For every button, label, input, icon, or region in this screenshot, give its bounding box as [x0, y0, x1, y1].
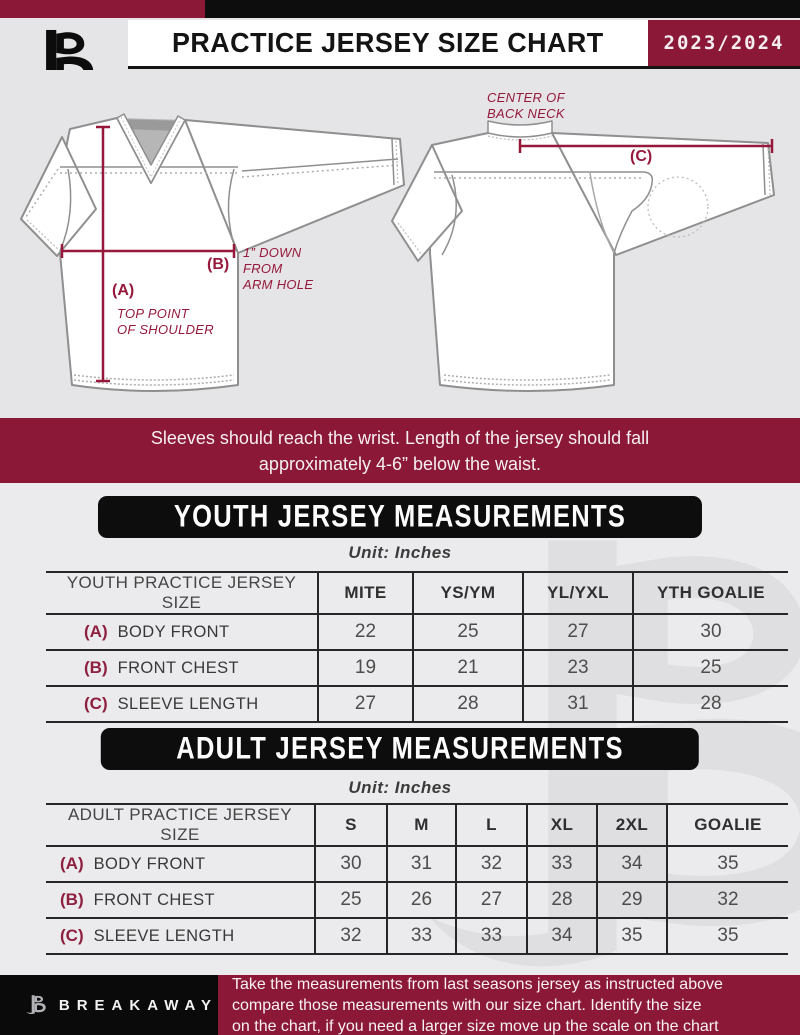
armhole-caption: 1” DOWN FROM ARM HOLE [243, 245, 314, 292]
cell: 27 [523, 614, 633, 650]
cell: 22 [318, 614, 413, 650]
footer-instructions [218, 975, 800, 1035]
size-col-l: L [456, 804, 527, 846]
fit-notice-banner [0, 418, 800, 483]
size-col-s: S [315, 804, 387, 846]
cell: 29 [597, 882, 667, 918]
cell: 21 [413, 650, 523, 686]
cell: 31 [387, 846, 456, 882]
footer-brand-block [0, 975, 218, 1035]
adult-unit-label: Unit: Inches [348, 778, 452, 797]
size-col-m: M [387, 804, 456, 846]
label-c: (C) [630, 148, 653, 165]
cell: 34 [527, 918, 597, 954]
row-tag: (A) [84, 622, 108, 641]
size-col-2xl: 2XL [597, 804, 667, 846]
back-jersey-diagram [392, 103, 800, 403]
cell: 33 [527, 846, 597, 882]
cell: 35 [597, 918, 667, 954]
table-row [46, 650, 788, 686]
footer-note-line-3: on the chart, if you need a larger size move up the scale on the chart [232, 1017, 719, 1035]
cell: 25 [315, 882, 387, 918]
cell: 33 [387, 918, 456, 954]
header-row [0, 18, 800, 70]
cell: 28 [413, 686, 523, 722]
shoulder-caption: TOP POINT OF SHOULDER [117, 306, 214, 337]
row-tag: (A) [60, 854, 84, 873]
adult-table-title: ADULT PRACTICE JERSEY SIZE [46, 804, 315, 846]
cell: 27 [318, 686, 413, 722]
size-col-yth-goalie: YTH GOALIE [633, 572, 788, 614]
front-jersey-diagram [8, 103, 414, 403]
table-row [46, 614, 788, 650]
label-b: (B) [207, 256, 230, 273]
footer-note-line-1: Take the measurements from last seasons jersey as instructed above [232, 975, 723, 993]
cell: 35 [667, 846, 788, 882]
cell: 27 [456, 882, 527, 918]
cell: 23 [523, 650, 633, 686]
adult-section-heading: ADULT JERSEY MEASUREMENTS [101, 728, 699, 770]
notice-line-1: Sleeves should reach the wrist. Length of the jersey should fall [150, 427, 650, 448]
row-label: FRONT CHEST [117, 659, 240, 677]
row-tag: (C) [60, 926, 84, 945]
cell: 19 [318, 650, 413, 686]
season-label: 2023/2024 [663, 32, 785, 54]
cell: 32 [315, 918, 387, 954]
table-row [46, 686, 788, 722]
adult-table-header-row [46, 804, 788, 846]
cell: 25 [633, 650, 788, 686]
cell: 26 [387, 882, 456, 918]
size-col-ylyxl: YL/YXL [523, 572, 633, 614]
size-col-mite: MITE [318, 572, 413, 614]
row-tag: (B) [84, 658, 108, 677]
size-col-ysym: YS/YM [413, 572, 523, 614]
back-neck-caption: CENTER OF BACK NECK [487, 90, 565, 121]
table-row [46, 882, 788, 918]
row-tag: (C) [84, 694, 108, 713]
table-row [46, 846, 788, 882]
topbar-maroon-stripe [0, 0, 205, 18]
cell: 34 [597, 846, 667, 882]
cell: 28 [527, 882, 597, 918]
label-a: (A) [112, 282, 135, 299]
title-box [128, 20, 648, 69]
cell: 33 [456, 918, 527, 954]
cell: 28 [633, 686, 788, 722]
page-title: PRACTICE JERSEY SIZE CHART [172, 27, 604, 58]
top-bars [0, 0, 800, 18]
size-col-goalie: GOALIE [667, 804, 788, 846]
row-label: BODY FRONT [117, 623, 230, 641]
youth-table-header-row [46, 572, 788, 614]
breakaway-b-footer-icon [26, 987, 47, 1023]
cell: 31 [523, 686, 633, 722]
season-badge [648, 20, 800, 69]
row-label: SLEEVE LENGTH [93, 927, 235, 945]
cell: 30 [315, 846, 387, 882]
cell: 32 [667, 882, 788, 918]
youth-unit-label: Unit: Inches [348, 543, 452, 562]
cell: 30 [633, 614, 788, 650]
row-label: FRONT CHEST [93, 891, 216, 909]
footer-note-line-2: compare those measurements with our size chart. Identify the size [232, 996, 702, 1014]
youth-size-table [46, 571, 788, 723]
footer-brand-name: BREAKAWAY [58, 996, 218, 1014]
table-row [46, 918, 788, 954]
youth-section-heading: YOUTH JERSEY MEASUREMENTS [98, 496, 702, 538]
adult-size-table [46, 803, 788, 955]
size-col-xl: XL [527, 804, 597, 846]
cell: 32 [456, 846, 527, 882]
youth-table-title: YOUTH PRACTICE JERSEY SIZE [46, 572, 318, 614]
cell: 35 [667, 918, 788, 954]
row-tag: (B) [60, 890, 84, 909]
notice-line-2: approximately 4-6” below the waist. [258, 453, 542, 474]
row-label: SLEEVE LENGTH [117, 695, 259, 713]
topbar-black-stripe [205, 0, 800, 18]
cell: 25 [413, 614, 523, 650]
row-label: BODY FRONT [93, 855, 206, 873]
